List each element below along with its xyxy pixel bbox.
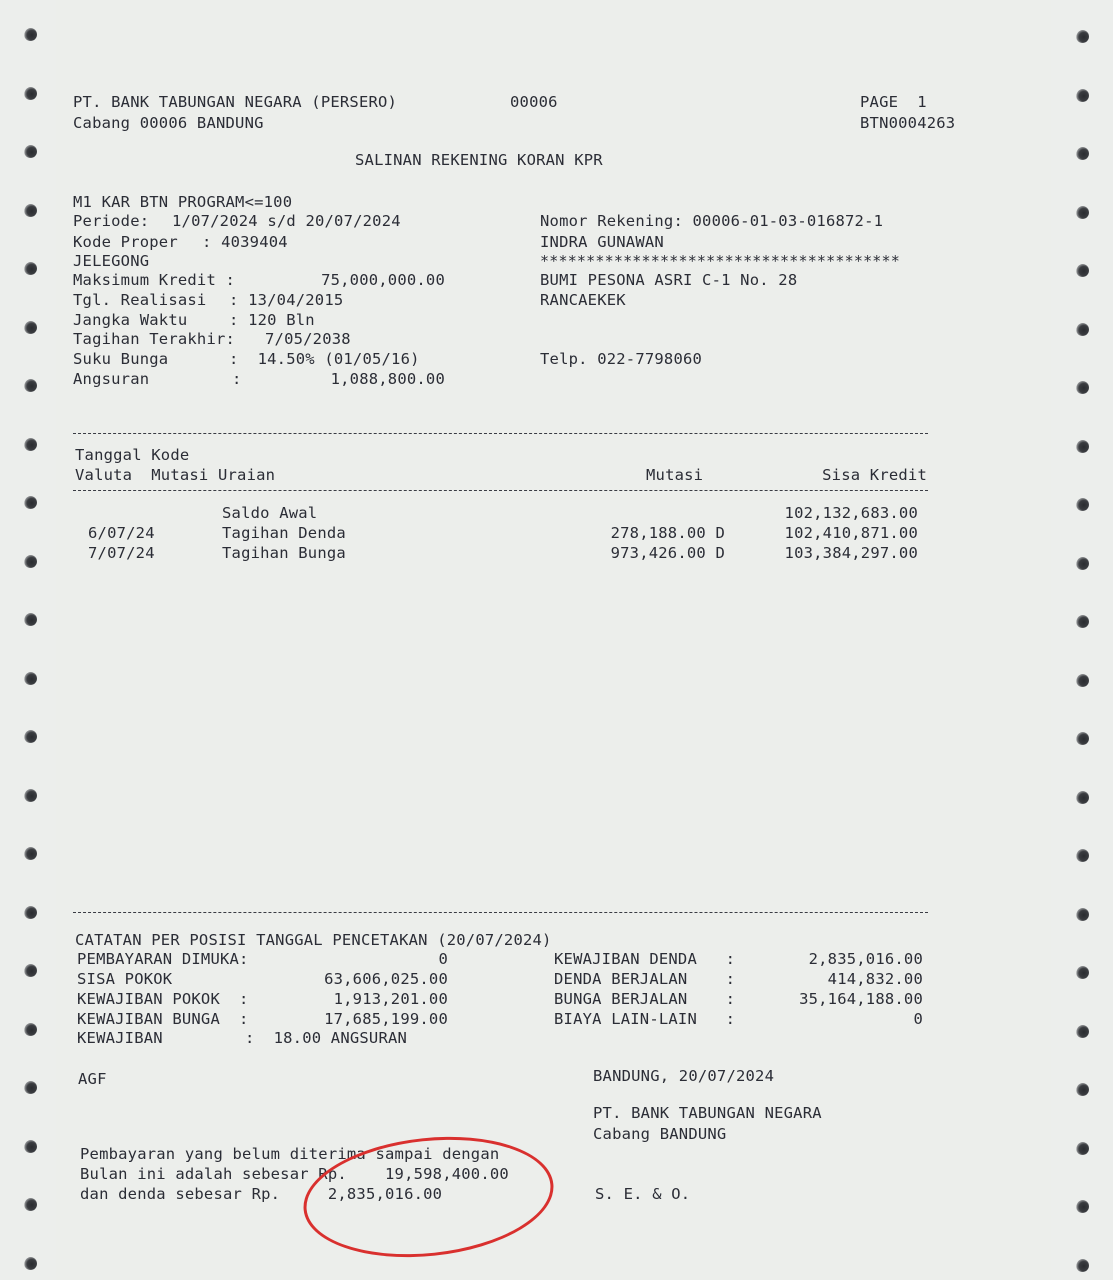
table-row-mutasi: 973,426.00 D — [610, 544, 725, 562]
note-line-1: Pembayaran yang belum diterima sampai dengan — [80, 1145, 500, 1163]
col-header-tanggal-kode: Tanggal Kode — [75, 446, 190, 464]
sprocket-hole — [24, 1081, 37, 1094]
periode-value: 1/07/2024 s/d 20/07/2024 — [172, 212, 401, 230]
divider — [73, 490, 928, 491]
sprocket-hole — [24, 613, 37, 626]
sprocket-hole — [24, 847, 37, 860]
sprocket-hole — [24, 1257, 37, 1270]
sprocket-hole — [1076, 206, 1089, 219]
sprocket-hole — [24, 964, 37, 977]
catatan-right-label: DENDA BERJALAN : — [554, 970, 736, 988]
maksimum-kredit-label: Maksimum Kredit : — [73, 271, 236, 289]
periode-label: Periode: — [73, 212, 150, 230]
table-row-desc: Tagihan Bunga — [222, 544, 346, 562]
place-date: BANDUNG, 20/07/2024 — [593, 1067, 775, 1085]
area: JELEGONG — [73, 252, 150, 270]
page-number: PAGE 1 — [860, 93, 927, 111]
divider — [73, 912, 928, 913]
table-row-date: 7/07/24 — [88, 544, 155, 562]
sprocket-hole — [1076, 966, 1089, 979]
catatan-right-label: KEWAJIBAN DENDA : — [554, 950, 736, 968]
sprocket-hole — [1076, 557, 1089, 570]
table-row-mutasi: 278,188.00 D — [610, 524, 725, 542]
sprocket-hole — [1076, 615, 1089, 628]
statement-sheet — [56, 0, 1051, 1280]
sprocket-hole — [1076, 1200, 1089, 1213]
sprocket-hole — [1076, 264, 1089, 277]
divider — [73, 433, 928, 434]
customer-name: INDRA GUNAWAN — [540, 233, 664, 251]
realisasi-value: : 13/04/2015 — [229, 291, 344, 309]
sprocket-hole — [1076, 323, 1089, 336]
suku-bunga-value: : 14.50% (01/05/16) — [229, 350, 420, 368]
tagihan-terakhir-value: 7/05/2038 — [265, 330, 351, 348]
col-header-mutasi: Mutasi — [646, 466, 704, 484]
table-row-desc: Saldo Awal — [222, 504, 318, 522]
sprocket-hole — [1076, 1142, 1089, 1155]
sprocket-hole — [1076, 908, 1089, 921]
sprocket-hole — [1076, 440, 1089, 453]
catatan-left-label: SISA POKOK — [77, 970, 173, 988]
catatan-left-label: KEWAJIBAN BUNGA : — [77, 1010, 249, 1028]
sprocket-hole — [1076, 674, 1089, 687]
footer-branch: Cabang BANDUNG — [593, 1125, 727, 1143]
catatan-left-value: 0 — [438, 950, 448, 968]
angsuran-colon: : — [232, 370, 242, 388]
kode-proper-value: : 4039404 — [202, 233, 288, 251]
note-line-2: Bulan ini adalah sebesar Rp. 19,598,400.00 — [80, 1165, 509, 1183]
sprocket-hole — [24, 262, 37, 275]
sprocket-hole — [24, 789, 37, 802]
sprocket-hole — [24, 730, 37, 743]
nomor-rekening: Nomor Rekening: 00006-01-03-016872-1 — [540, 212, 884, 230]
catatan-right-value: 414,832.00 — [827, 970, 923, 988]
col-header-valuta-uraian: Valuta Mutasi Uraian — [75, 466, 276, 484]
catatan-title: CATATAN PER POSISI TANGGAL PENCETAKAN (20/07/2024) — [75, 931, 552, 949]
star-separator: *************************************** — [540, 252, 900, 270]
document-title: SALINAN REKENING KORAN KPR — [355, 151, 603, 169]
branch-name: Cabang 00006 BANDUNG — [73, 114, 264, 132]
table-row-sisa: 102,410,871.00 — [784, 524, 918, 542]
sprocket-hole — [1076, 1259, 1089, 1272]
sprocket-hole — [24, 438, 37, 451]
jangka-waktu-label: Jangka Waktu — [73, 311, 188, 329]
catatan-left-value: 17,685,199.00 — [324, 1010, 448, 1028]
document-id: BTN0004263 — [860, 114, 956, 132]
sprocket-hole — [1076, 849, 1089, 862]
jangka-waktu-value: : 120 Bln — [229, 311, 315, 329]
address-line-1: BUMI PESONA ASRI C-1 No. 28 — [540, 271, 798, 289]
program: M1 KAR BTN PROGRAM<=100 — [73, 193, 293, 211]
sprocket-hole — [24, 145, 37, 158]
catatan-left-value: 1,913,201.00 — [333, 990, 448, 1008]
agf: AGF — [78, 1070, 107, 1088]
sprocket-hole — [1076, 89, 1089, 102]
catatan-right-value: 0 — [913, 1010, 923, 1028]
sprocket-hole — [24, 1198, 37, 1211]
tagihan-terakhir-label: Tagihan Terakhir: — [73, 330, 236, 348]
realisasi-label: Tgl. Realisasi — [73, 291, 207, 309]
sprocket-hole — [24, 204, 37, 217]
catatan-left-label: PEMBAYARAN DIMUKA: — [77, 950, 249, 968]
sprocket-hole — [24, 1140, 37, 1153]
kewajiban-label: KEWAJIBAN — [77, 1029, 163, 1047]
table-row-date: 6/07/24 — [88, 524, 155, 542]
table-row-sisa: 103,384,297.00 — [784, 544, 918, 562]
sprocket-hole — [1076, 147, 1089, 160]
maksimum-kredit-value: 75,000,000.00 — [321, 271, 445, 289]
kewajiban-value: : 18.00 ANGSURAN — [245, 1029, 408, 1047]
note-line-3: dan denda sebesar Rp. 2,835,016.00 — [80, 1185, 443, 1203]
catatan-right-value: 2,835,016.00 — [808, 950, 923, 968]
catatan-right-label: BUNGA BERJALAN : — [554, 990, 736, 1008]
col-header-sisa-kredit: Sisa Kredit — [822, 466, 927, 484]
bank-name: PT. BANK TABUNGAN NEGARA (PERSERO) — [73, 93, 398, 111]
sprocket-hole — [24, 672, 37, 685]
sprocket-hole — [1076, 732, 1089, 745]
sprocket-hole — [1076, 30, 1089, 43]
sprocket-hole — [24, 379, 37, 392]
sprocket-hole — [1076, 498, 1089, 511]
catatan-right-value: 35,164,188.00 — [799, 990, 923, 1008]
angsuran-label: Angsuran — [73, 370, 150, 388]
sprocket-hole — [24, 906, 37, 919]
angsuran-value: 1,088,800.00 — [330, 370, 445, 388]
sprocket-hole — [24, 1023, 37, 1036]
sprocket-hole — [1076, 381, 1089, 394]
footer-bank-name: PT. BANK TABUNGAN NEGARA — [593, 1104, 822, 1122]
table-row-sisa: 102,132,683.00 — [784, 504, 918, 522]
catatan-left-label: KEWAJIBAN POKOK : — [77, 990, 249, 1008]
sprocket-hole — [24, 496, 37, 509]
sprocket-hole — [1076, 1083, 1089, 1096]
branch-code: 00006 — [510, 93, 558, 111]
table-row-desc: Tagihan Denda — [222, 524, 346, 542]
catatan-left-value: 63,606,025.00 — [324, 970, 448, 988]
telephone: Telp. 022-7798060 — [540, 350, 703, 368]
address-line-2: RANCAEKEK — [540, 291, 626, 309]
suku-bunga-label: Suku Bunga — [73, 350, 169, 368]
kode-proper-label: Kode Proper — [73, 233, 178, 251]
sprocket-hole — [24, 28, 37, 41]
sprocket-hole — [1076, 791, 1089, 804]
catatan-right-label: BIAYA LAIN-LAIN : — [554, 1010, 736, 1028]
sprocket-hole — [24, 555, 37, 568]
sprocket-hole — [24, 321, 37, 334]
sprocket-hole — [1076, 1025, 1089, 1038]
seo-note: S. E. & O. — [595, 1185, 691, 1203]
sprocket-hole — [24, 87, 37, 100]
